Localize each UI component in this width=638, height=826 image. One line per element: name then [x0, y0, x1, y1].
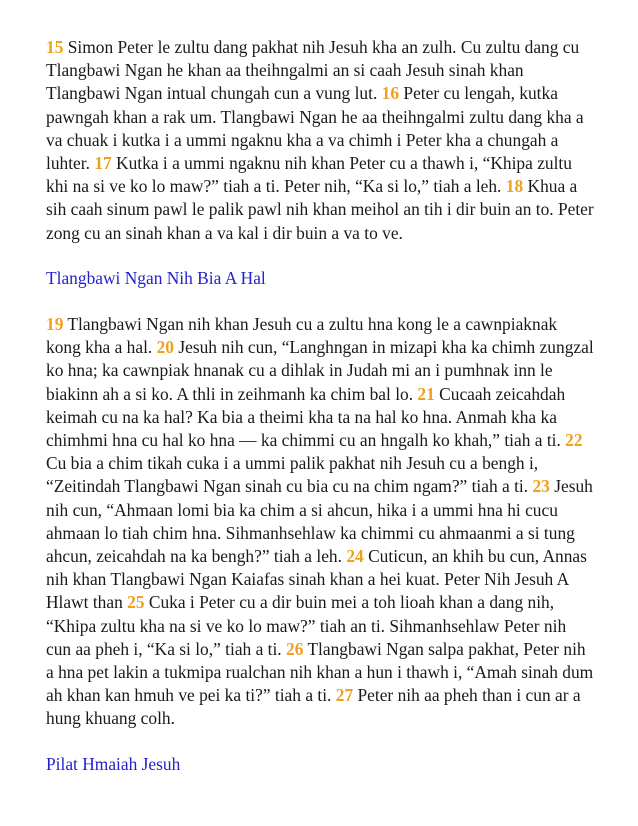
verse-text: Cucaah zeicahdah keimah cu na ka hal? Ka bia a theimi kha ta na hal ko hna. Anmah kha ka chimhmi hna cu hal ko hna — ka chimmi cu an hngalh ko khah,” tiah a ti.	[46, 383, 566, 451]
verse-text: Peter nih aa pheh than i cun ar a hung khuang colh.	[46, 685, 581, 729]
section-heading: Tlangbawi Ngan Nih Bia A Hal	[46, 267, 266, 288]
verse-text: Simon Peter le zultu dang pakhat nih Jesuh kha an zulh. Cu zultu dang cu Tlangbawi Ngan he khan aa theihngalmi an si caah Jesuh sinah khan Tlangbawi Ngan intual chungah cun a vung lut.	[46, 37, 580, 104]
verse-text: Cuticun, an khih bu cun, Annas nih khan Tlangbawi Ngan Kaiafas sinah khan a hei kuat. Peter Nih Jesuh A Hlawt than	[46, 546, 587, 613]
verse-number: 17	[94, 153, 112, 174]
verse-text: Jesuh nih cun, “Ahmaan lomi bia ka chim a si ahcun, hika i a ummi hna hi cucu ahmaan lo tiah chim hna. Sihmanhsehlaw ka chimmi cu ahmaanmi a si tung ahcun, zeicahdah na ka bengh?” tiah a leh.	[46, 476, 593, 567]
verse-number: 27	[335, 685, 354, 706]
verse-number: 19	[46, 314, 64, 335]
verse-number: 22	[565, 430, 583, 451]
verse-text: Jesuh nih cun, “Langhngan in mizapi kha ka chimh zungzal ko hna; ka cawnpiak hnanak cu a dihlak in Judah mi an i pumhnak inn le biakinn ah a si ko. A thli in zeihmanh ka chim bal lo.	[46, 337, 594, 404]
verse-number: 24	[346, 546, 364, 567]
verse-text: Cuka i Peter cu a dir buin mei a toh lioah khan a dang nih, “Khipa zultu kha na si ve ko lo maw?” tiah an ti. Sihmanhsehlaw Peter nih cun aa pheh i, “Ka si lo,” tiah a ti.	[46, 592, 567, 659]
verse-number: 18	[505, 176, 524, 197]
verse-text: Peter cu lengah, kutka pawngah khan a rak um. Tlangbawi Ngan he aa theihngalmi zultu dang kha a va chuak i kutka i a ummi ngaknu kha a va chimh i Peter kha a chungah a luhter.	[46, 83, 584, 174]
paragraph-verses-19-27	[46, 313, 594, 731]
verse-text: Tlangbawi Ngan nih khan Jesuh cu a zultu hna kong le a cawnpiaknak kong kha a hal.	[46, 314, 558, 358]
paragraph-verses-15-18	[46, 36, 594, 245]
section-heading: Pilat Hmaiah Jesuh	[46, 753, 181, 774]
verse-number: 25	[127, 592, 145, 613]
verse-number: 20	[156, 337, 174, 358]
verse-number: 16	[381, 83, 400, 104]
verse-text: Kutka i a ummi ngaknu nih khan Peter cu a thawh i, “Khipa zultu khi na si ve ko lo maw?” tiah a ti. Peter nih, “Ka si lo,” tiah a leh.	[46, 153, 572, 197]
verse-text: Cu bia a chim tikah cuka i a ummi palik pakhat nih Jesuh cu a bengh i, “Zeitindah Tlangbawi Ngan sinah cu bia cu na chim ngam?” tiah a ti.	[46, 453, 539, 497]
verse-number: 21	[417, 383, 435, 404]
verse-number: 26	[286, 638, 304, 659]
verse-number: 15	[46, 37, 64, 57]
verse-text: Tlangbawi Ngan salpa pakhat, Peter nih a hna pet lakin a tukmipa rualchan nih khan a hun i thawh i, “Amah sinah dum ah khan kan hmuh ve pei ka ti?” tiah a ti.	[46, 638, 594, 706]
verse-text: Khua a sih caah sinum pawl le palik pawl nih khan meihol an tih i dir buin an to. Peter zong cu an sinah khan a va kal i dir buin a va to ve.	[46, 176, 594, 243]
verse-number: 23	[532, 476, 550, 497]
